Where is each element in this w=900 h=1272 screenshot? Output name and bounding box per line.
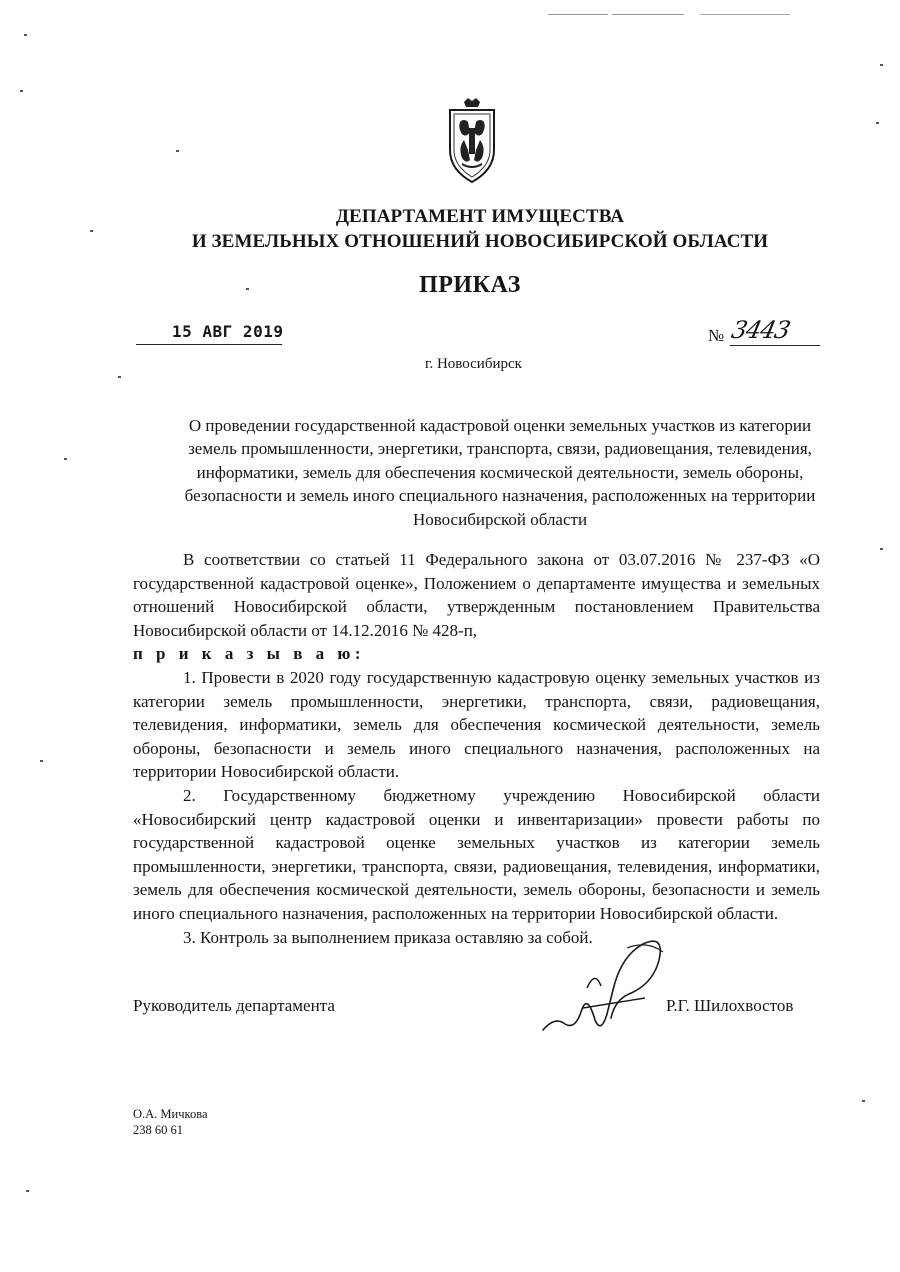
number-underline — [730, 345, 820, 346]
scan-artifact — [20, 90, 23, 92]
order-item-3: 3. Контроль за выполнением приказа оставляю за собой. — [183, 927, 593, 947]
scan-artifact — [118, 376, 121, 378]
scan-artifact — [880, 64, 883, 66]
handwritten-signature — [535, 930, 685, 1040]
preamble-paragraph — [133, 548, 820, 642]
date-underline — [136, 344, 282, 345]
city: г. Новосибирск — [425, 356, 522, 372]
executor-phone: 238 60 61 — [133, 1123, 183, 1137]
order-body — [133, 548, 820, 949]
scan-artifact — [26, 1190, 29, 1192]
department-title-line-1: ДЕПАРТАМЕНТ ИМУЩЕСТВА — [335, 206, 625, 227]
number-label: № — [708, 326, 725, 345]
scan-artifact — [90, 230, 93, 232]
novosibirsk-coat-of-arms-icon — [440, 98, 504, 184]
scan-artifact — [700, 14, 790, 15]
date-stamp: 15 АВГ 2019 — [172, 322, 284, 341]
document-number: 3443 — [729, 316, 793, 344]
executor-contact — [133, 1106, 208, 1138]
scan-artifact — [876, 122, 879, 124]
department-title — [150, 204, 810, 254]
scan-artifact — [24, 34, 27, 36]
scan-artifact — [548, 14, 608, 15]
signatory-role: Руководитель департамента — [133, 996, 335, 1015]
document-type-heading: ПРИКАЗ — [419, 272, 521, 298]
scan-artifact — [40, 760, 43, 762]
scan-artifact — [246, 288, 249, 290]
scan-artifact — [64, 458, 67, 460]
scan-artifact — [862, 1100, 865, 1102]
order-subject: О проведении государственной кадастровой оценки земельных участков из категории земель промышленности, энергетики, транспорта, связи, радиовещания, телевидения, информатики, земель для обеспечения космической деятельности, земель обороны, безопасности и земель иного специального назначения, расположенных на территории Новосибирской области — [184, 416, 816, 529]
department-title-line-2: И ЗЕМЕЛЬНЫХ ОТНОШЕНИЙ НОВОСИБИРСКОЙ ОБЛАСТИ — [191, 231, 769, 252]
preamble-text: В соответствии со статьей 11 Федерального закона от 03.07.2016 № 237-ФЗ «О государственной кадастровой оценке», Положением о департаменте имущества и земельных отношений Новосибирской области, утвержденным постановлением Правительства Новосибирской области от 14.12.2016 № 428-п, — [133, 550, 820, 640]
order-item-1: 1. Провести в 2020 году государственную кадастровую оценку земельных участков из категории земель промышленности, энергетики, транспорта, связи, радиовещания, телевидения, информатики, земель для обеспечения космической деятельности, земель обороны, безопасности и земель иного специального назначения, расположенных на территории Новосибирской области. — [133, 667, 820, 782]
scan-artifact — [176, 150, 179, 152]
executor-name: О.А. Мичкова — [133, 1107, 208, 1121]
order-item-2: 2. Государственному бюджетному учреждению Новосибирской области «Новосибирский центр кадастровой оценки и инвентаризации» провести работы по государственной кадастровой оценке земельных участков из категории земель промышленности, энергетики, транспорта, связи, радиовещания, телевидения, информатики, земель для обеспечения космической деятельности, земель обороны, безопасности и земель иного специального назначения, расположенных на территории Новосибирской области. — [133, 785, 820, 923]
order-word: п р и к а з ы в а ю: — [133, 644, 366, 664]
signatory-name: Р.Г. Шилохвостов — [666, 996, 794, 1015]
scan-artifact — [612, 14, 684, 15]
scan-artifact — [880, 548, 883, 550]
